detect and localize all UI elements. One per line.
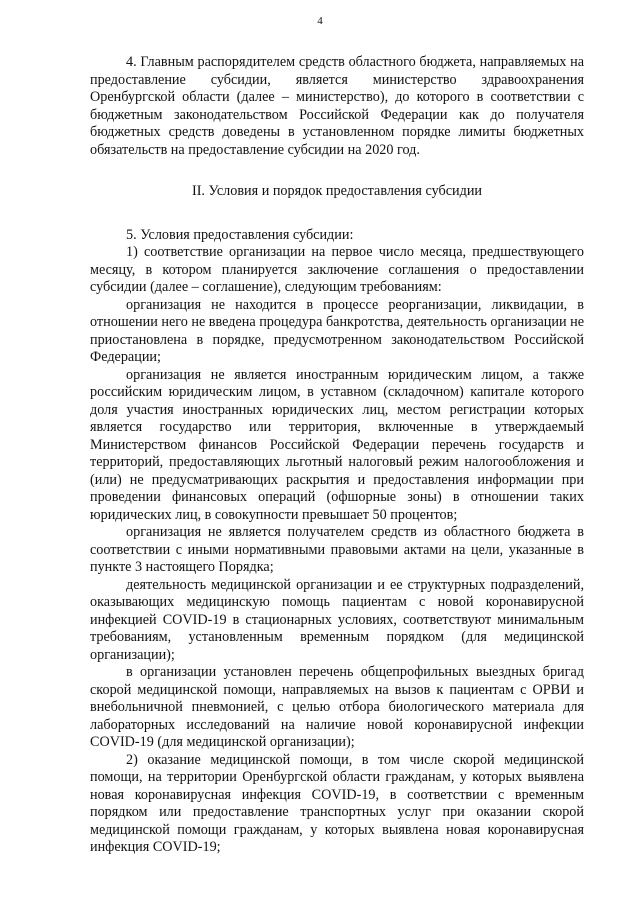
section-heading-ii: II. Условия и порядок предоставления субсидии [191, 183, 483, 199]
document-body [90, 54, 584, 857]
page-number: 4 [317, 15, 323, 27]
paragraph-ambulance-teams: в организации установлен перечень общепрофильных выездных бригад скорой медицинской помощи, направляемых на вызов к пациентам с ОРВИ и внебольничной пневмонией, с целью отбора биологического материала для лабораторных исследований на наличие новой коронавирусной инфекции COVID-19 (для медицинской организации); [90, 664, 584, 750]
paragraph-4-chief-administrator: 4. Главным распорядителем средств областного бюджета, направляемых на предоставление субсидии, является министерство здравоохранения Оренбургской области (далее – министерство), до которого в соответствии с бюджетным законодательством Российской Федерации как до получателя бюджетных средств доведены в установленном порядке лимиты бюджетных обязательств на предоставление субсидии на 2020 год. [90, 54, 584, 158]
paragraph-5-conditions: 5. Условия предоставления субсидии: [126, 226, 354, 243]
paragraph-not-other-recipient: организация не является получателем средств из областного бюджета в соответствии с иными нормативными правовыми актами на цели, указанные в пункте 3 настоящего Порядка; [90, 524, 584, 575]
paragraph-minimum-requirements: деятельность медицинской организации и ее структурных подразделений, оказывающих медицинскую помощь пациентам с новой коронавирусной инфекцией COVID-19 в стационарных условиях, соответствуют минимальным требованиям, установленным временным порядком (для медицинской организации); [90, 576, 584, 663]
paragraph-item-1-compliance: 1) соответствие организации на первое число месяца, предшествующего месяцу, в котором планируется заключение соглашения о предоставлении субсидии (далее – соглашение), следующим требованиям: [90, 244, 584, 295]
paragraph-item-2-medical-care: 2) оказание медицинской помощи, в том числе скорой медицинской помощи, на территории Оренбургской области гражданам, у которых выявлена новая коронавирусная инфекция COVID-19, в соответствии с временным порядком или предоставление транспортных услуг при оказании скорой медицинской помощи гражданам, у которых выявлена новая коронавирусная инфекция COVID-19; [90, 751, 584, 855]
paragraph-not-in-reorganization: организация не находится в процессе реорганизации, ликвидации, в отношении него не введена процедура банкротства, деятельность организации не приостановлена в порядке, предусмотренном законодательством Российской Федерации; [90, 296, 584, 365]
paragraph-not-foreign-entity: организация не является иностранным юридическим лицом, а также российским юридическим лицом, в уставном (складочном) капитале которого доля участия иностранных юридических лиц, местом регистрации которых является государство или территория, включенные в утверждаемый Министерством финансов Российской Федерации перечень государств и территорий, предоставляющих льготный налоговый режим налогообложения и (или) не предусматривающих раскрытия и предоставления информации при проведении финансовых операций (офшорные зоны) в отношении таких юридических лиц, в совокупности превышает 50 процентов; [90, 366, 584, 523]
